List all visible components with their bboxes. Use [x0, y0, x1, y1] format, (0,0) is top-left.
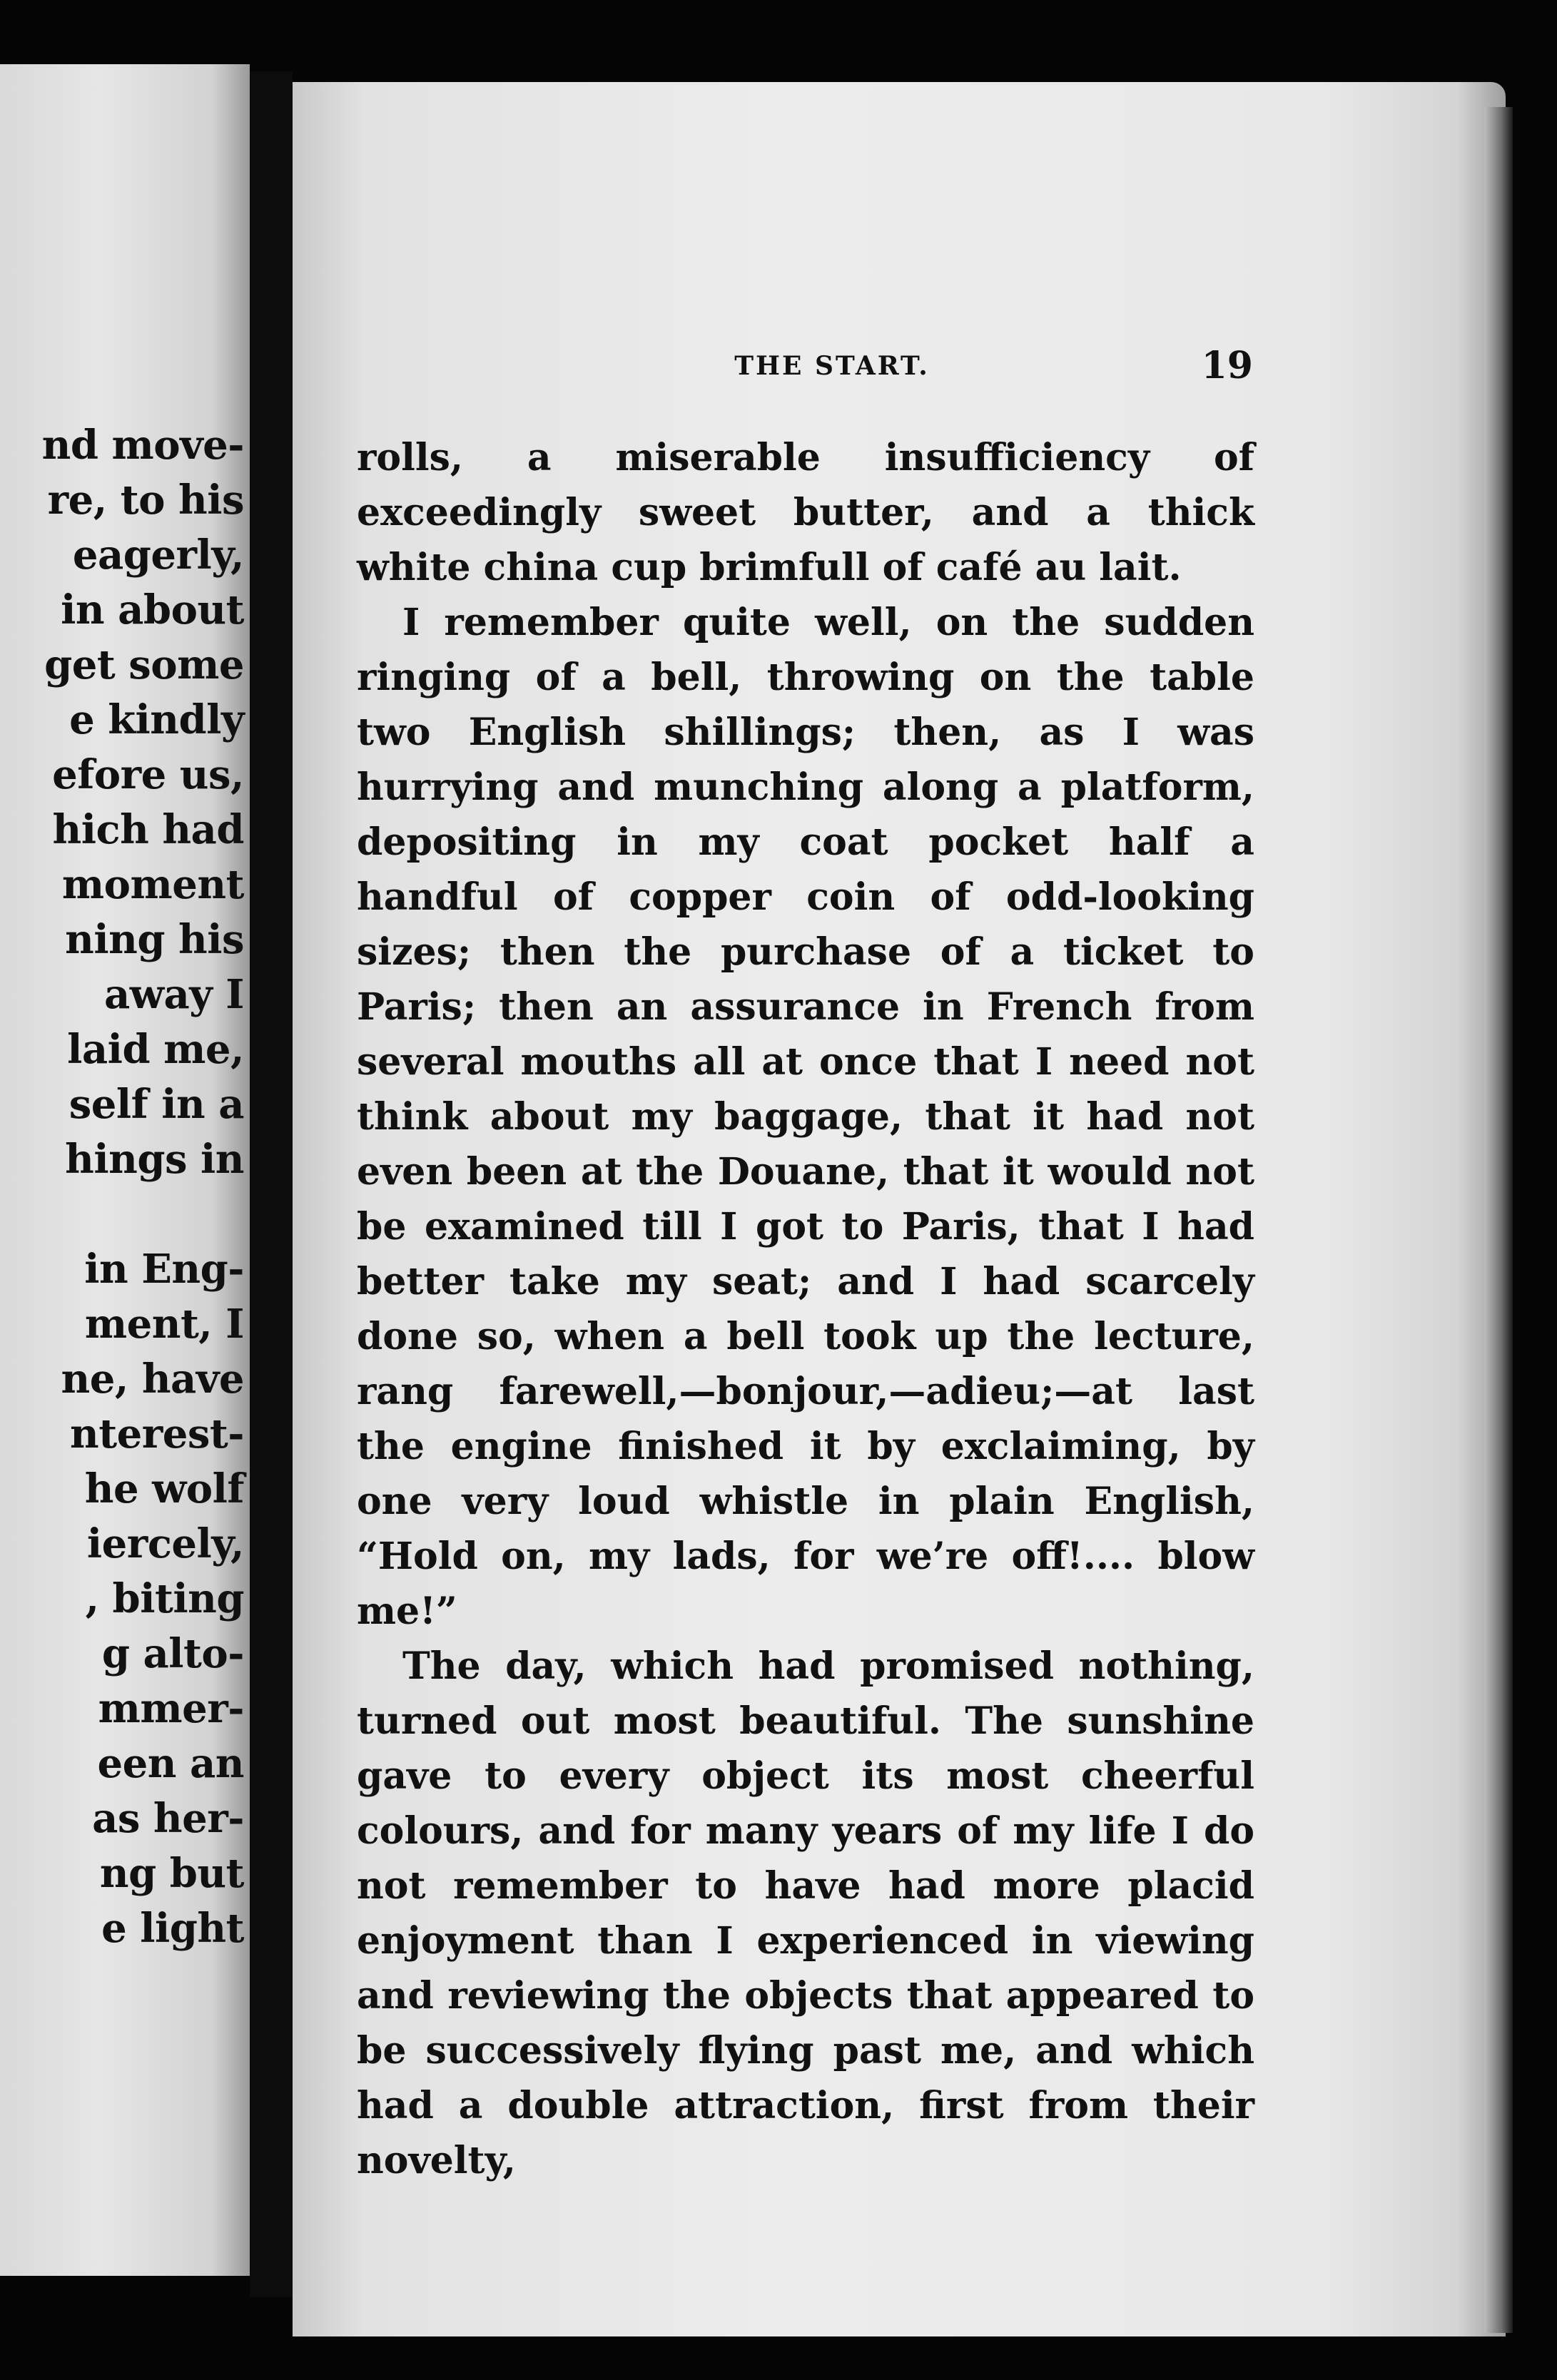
left-page-line: ment, I	[84, 1301, 244, 1348]
left-page-line: iercely,	[86, 1520, 244, 1567]
paragraph: I remember quite well, on the sudden ringing of a bell, throwing on the table two English shillings; then, as I was hurrying and munching along a platform, depositing in my coat pocket half a handful of copper coin of odd-looking sizes; then the purchase of a ticket to Paris; then an assurance in French from several mouths all at once that I need not think about my baggage, that it had not even been at the Douane, that it would not be examined till I got to Paris, that I had better take my seat; and I had scarcely done so, when a bell took up the lecture, rang farewell,—bonjour,—adieu;—at last the engine finished it by exclaiming, by one very loud whistle in plain English, “Hold on, my lads, for we’re off!.... blow me!”	[357, 601, 1254, 1633]
left-page-line: e kindly	[69, 696, 244, 743]
left-page-line: e light	[101, 1905, 244, 1952]
page-number: 19	[1201, 344, 1253, 387]
left-page-line: self in a	[69, 1081, 244, 1128]
left-page-line: mmer-	[98, 1685, 244, 1732]
left-page-line: nd move-	[41, 422, 244, 469]
book-gutter	[250, 71, 293, 2297]
left-page-text	[42, 418, 244, 1956]
left-page-line: hich had	[52, 806, 244, 853]
paragraph: The day, which had promised nothing, turned out most beautiful. The sunshine gave to every object its most cheerful colours, and for many years of my life I do not remember to have had more placid enjoyment than I experienced in viewing and reviewing the objects that appeared to be successively flying past me, and which had a double attraction, first from their novelty,	[357, 1644, 1254, 2182]
left-page-line: re, to his	[47, 477, 244, 524]
left-page-line: , biting	[85, 1575, 244, 1622]
left-page-line: hings in	[65, 1136, 244, 1183]
left-page-line: get some	[44, 641, 244, 688]
left-page-line: ng but	[99, 1850, 244, 1897]
left-page-line: in Eng-	[84, 1246, 244, 1293]
left-page-line: efore us,	[52, 751, 244, 798]
left-page-line: moment	[61, 861, 244, 908]
left-page-line: in about	[61, 586, 244, 634]
left-page	[0, 64, 250, 2276]
running-head	[411, 344, 1253, 397]
left-page-line: laid me,	[67, 1026, 244, 1073]
left-page-line: ne, have	[61, 1356, 244, 1403]
left-page-line	[42, 1187, 244, 1242]
left-page-line: eagerly,	[72, 532, 244, 579]
left-page-line: away I	[103, 971, 244, 1018]
body-text	[357, 430, 1254, 2188]
left-page-line: he wolf	[84, 1465, 244, 1512]
left-page-line: een an	[97, 1740, 244, 1787]
left-page-line: nterest-	[70, 1410, 244, 1458]
left-page-line: ning his	[65, 916, 244, 963]
left-page-line: as her-	[92, 1795, 244, 1842]
left-page-line: g alto-	[101, 1630, 244, 1677]
page-edge	[1484, 107, 1513, 2333]
running-title: THE START.	[734, 351, 930, 381]
paragraph: rolls, a miserable insufficiency of exceedingly sweet butter, and a thick white china cup brimfull of café au lait.	[357, 436, 1254, 589]
